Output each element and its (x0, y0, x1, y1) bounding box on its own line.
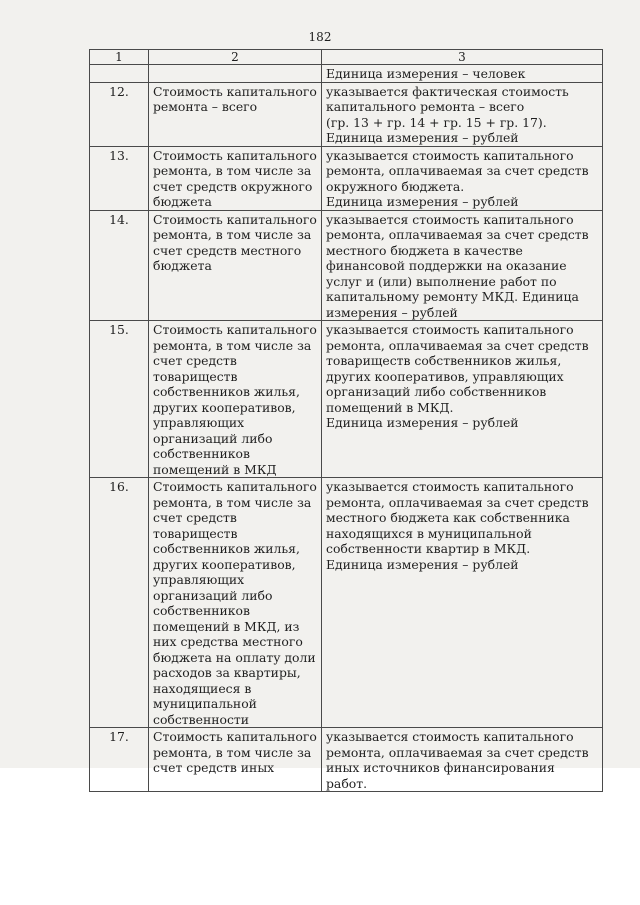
row-number: 14. (90, 210, 149, 321)
row-number: 15. (90, 321, 149, 478)
row-number: 16. (90, 478, 149, 728)
table-row (90, 321, 603, 478)
specification-table (89, 49, 603, 792)
row-name: Стоимость капитального ремонта, в том числе за счет средств иных (149, 728, 322, 792)
column-header-2: 2 (149, 50, 322, 65)
column-header-1: 1 (90, 50, 149, 65)
continuation-text: Единица измерения – человек (322, 65, 603, 83)
table-row (90, 210, 603, 321)
page-number: 182 (308, 30, 332, 44)
row-number: 12. (90, 82, 149, 146)
table-row (90, 82, 603, 146)
table-row (90, 728, 603, 792)
row-number: 13. (90, 146, 149, 210)
row-description: указывается стоимость капитального ремонта, оплачиваемая за счет средств иных источников финансирования работ. (322, 728, 603, 792)
continuation-row (90, 65, 603, 83)
table-row (90, 146, 603, 210)
row-name: Стоимость капитального ремонта, в том числе за счет средств товариществ собственников жилья, других кооперативов, управляющих организаций либо собственников помещений в МКД (149, 321, 322, 478)
row-description: указывается стоимость капитального ремонта, оплачиваемая за счет средств местного бюджета как собственника находящихся в муниципальной собственности квартир в МКД. Единица измерения – рублей (322, 478, 603, 728)
row-name: Стоимость капитального ремонта, в том числе за счет средств местного бюджета (149, 210, 322, 321)
row-description: указывается фактическая стоимость капитального ремонта – всего (гр. 13 + гр. 14 + гр. 15 + гр. 17). Единица измерения – рублей (322, 82, 603, 146)
row-name: Стоимость капитального ремонта – всего (149, 82, 322, 146)
row-description: указывается стоимость капитального ремонта, оплачиваемая за счет средств местного бюджета в качестве финансовой поддержки на оказание услуг и (или) выполнение работ по капитальному ремонту МКД. Единица измерения – рублей (322, 210, 603, 321)
row-description: указывается стоимость капитального ремонта, оплачиваемая за счет средств товариществ собственников жилья, других кооперативов, управляющих организаций либо собственников помещений в МКД. Единица измерения – рублей (322, 321, 603, 478)
row-name: Стоимость капитального ремонта, в том числе за счет средств окружного бюджета (149, 146, 322, 210)
row-description: указывается стоимость капитального ремонта, оплачиваемая за счет средств окружного бюджета. Единица измерения – рублей (322, 146, 603, 210)
column-header-3: 3 (322, 50, 603, 65)
table-row (90, 478, 603, 728)
row-number: 17. (90, 728, 149, 792)
row-name: Стоимость капитального ремонта, в том числе за счет средств товариществ собственников жилья, других кооперативов, управляющих организаций либо собственников помещений в МКД, из них средства местного бюджета на оплату доли расходов за квартиры, находящиеся в муниципальной собственности (149, 478, 322, 728)
header-row (90, 50, 603, 65)
